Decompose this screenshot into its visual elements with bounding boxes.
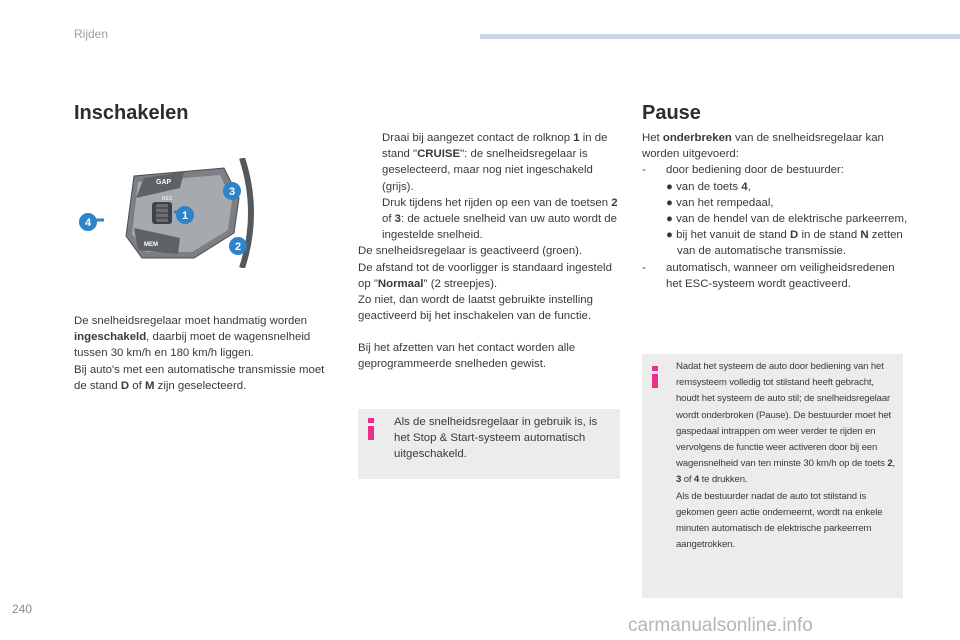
stop-start-info-box bbox=[358, 409, 620, 479]
pause-text bbox=[642, 130, 908, 292]
label-res: RES bbox=[162, 196, 173, 202]
pause-line-automatic: - automatisch, wanneer om veiligheidsredenen het ESC-systeem wordt geactiveerd. bbox=[642, 261, 895, 290]
page-number: 240 bbox=[12, 602, 33, 616]
last-setting-text: Zo niet, dan wordt de laatst gebruikte instelling geactiveerd bij het inschakelen van de functie. bbox=[358, 294, 593, 323]
distance-text: De afstand tot de voorligger is standaard ingesteld op "Normaal" (2 streepjes). bbox=[358, 261, 612, 290]
pause-line-driver: - door bediening door de bestuurder: bbox=[642, 164, 844, 177]
inschakelen-title: Inschakelen bbox=[74, 102, 189, 124]
callout-4: 4 bbox=[84, 217, 92, 229]
label-gap: GAP bbox=[156, 179, 172, 186]
stop-start-info-text: Als de snelheidsregelaar in gebruik is, is het Stop & Start-systeem automatisch uitgeschakeld. bbox=[394, 416, 598, 461]
watermark: carmanualsonline.info bbox=[628, 615, 813, 636]
header-bar bbox=[480, 34, 960, 39]
middle-instructions bbox=[358, 130, 620, 324]
callout-2: 2 bbox=[234, 241, 242, 253]
cruise-control-illustration bbox=[74, 158, 254, 268]
section-label: Rijden bbox=[74, 27, 109, 41]
activated-text: De snelheidsregelaar is geactiveerd (groen). bbox=[358, 245, 583, 258]
bullet-marker bbox=[358, 130, 382, 195]
pause-sub-4: ● bij het vanuit de stand D in de stand N zetten van de automatische transmissie. bbox=[666, 229, 903, 258]
bullet-marker bbox=[358, 195, 382, 244]
pause-intro: Het onderbreken van de snelheidsregelaar kan worden uitgevoerd: bbox=[642, 132, 884, 161]
pause-info-text: Nadat het systeem de auto door bediening van het remsysteem volledig tot stilstand heeft gebracht, houdt het systeem de auto stil; de snelheidsregelaar wordt onderbroken (Pause). De bestuurder moet het gaspedaal intrappen om weer verder te rijden en vervolgens de functie weer activeren door bij een wagensnelheid van ten minste 30 km/h op de toets 2, 3 of 4 te drukken. Als de bestuurder nadat de auto tot stilstand is gekomen geen actie onderneemt, wordt na enkele minuten automatisch de elektrische parkeerrem aangetrokken. bbox=[676, 361, 896, 551]
pause-title: Pause bbox=[642, 102, 701, 124]
instruction-item-1: Draai bij aangezet contact de rolknop 1 in de stand "CRUISE": de snelheidsregelaar is geselecteerd, maar nog niet ingeschakeld (grijs). bbox=[358, 130, 620, 195]
pause-info-box bbox=[642, 354, 903, 598]
callout-3: 3 bbox=[228, 186, 236, 198]
label-mem: MEM bbox=[144, 242, 158, 248]
pause-sub-1: ● van de toets 4, bbox=[666, 180, 751, 193]
info-icon bbox=[368, 418, 374, 440]
pause-sub-3: ● van de hendel van de elektrische parkeerrem, bbox=[666, 213, 908, 226]
inschakelen-paragraph: De snelheidsregelaar moet handmatig worden ingeschakeld, daarbij moet de wagensnelheid tussen 30 km/h en 180 km/h liggen. Bij auto's met een automatische transmissie moet de stand D of M zijn geselecteerd. bbox=[74, 315, 325, 392]
callout-1: 1 bbox=[181, 210, 189, 222]
pause-sub-2: ● van het rempedaal, bbox=[666, 196, 774, 209]
info-icon bbox=[652, 366, 658, 388]
instruction-item-2: Druk tijdens het rijden op een van de toetsen 2 of 3: de actuele snelheid van uw auto wordt de ingestelde snelheid. bbox=[358, 195, 620, 244]
ignition-off-text: Bij het afzetten van het contact worden alle geprogrammeerde snelheden gewist. bbox=[358, 342, 576, 371]
